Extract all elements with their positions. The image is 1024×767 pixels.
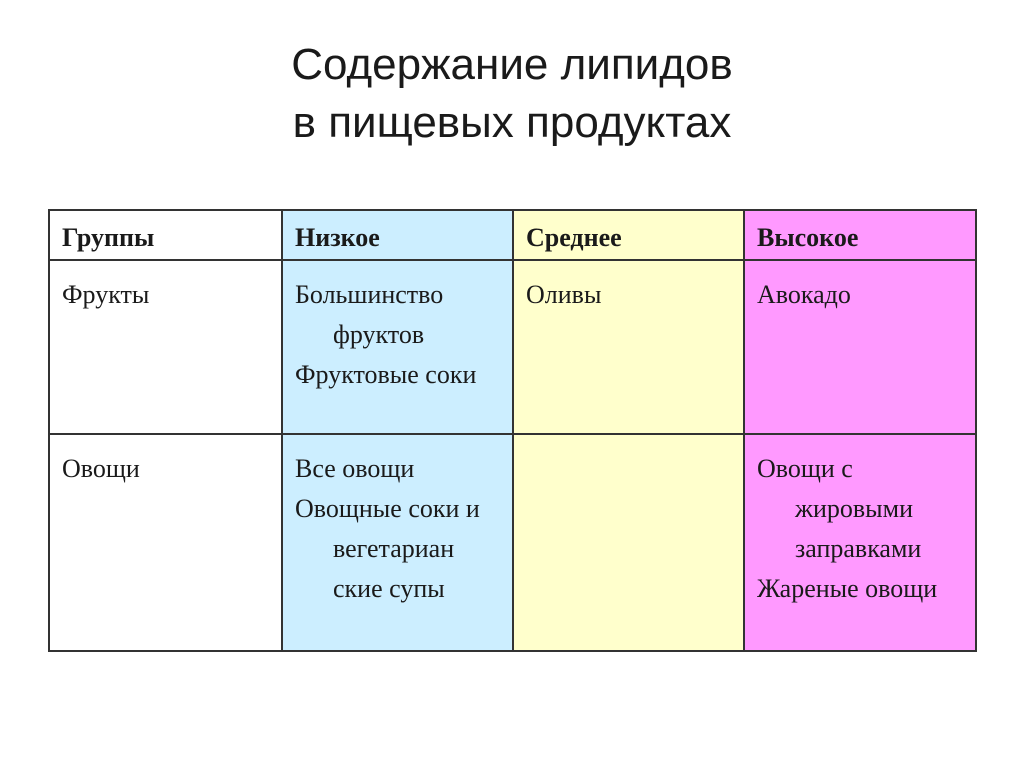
table-header-row: [49, 210, 976, 260]
group-label: Фрукты: [62, 280, 150, 309]
table-row-vegetables: [49, 434, 976, 651]
header-high: Высокое: [744, 210, 976, 260]
cell-group-vegetables: [49, 434, 282, 651]
cell-medium-fruits: [513, 260, 744, 434]
list-item: Овощи с жировыми заправками: [757, 454, 922, 563]
title-line-1: Содержание липидов: [291, 40, 733, 89]
cell-group-fruits: [49, 260, 282, 434]
group-label: Овощи: [62, 454, 140, 483]
table-row-fruits: [49, 260, 976, 434]
cell-medium-vegetables: [513, 434, 744, 651]
slide-title: [0, 36, 1024, 152]
cell-low-vegetables: [282, 434, 513, 651]
cell-high-fruits: [744, 260, 976, 434]
list-item: Жареные овощи: [757, 574, 938, 603]
cell-low-fruits: [282, 260, 513, 434]
list-item: Авокадо: [757, 280, 851, 309]
header-groups: Группы: [49, 210, 282, 260]
cell-high-vegetables: [744, 434, 976, 651]
header-medium: Среднее: [513, 210, 744, 260]
list-item: Оливы: [526, 280, 602, 309]
list-item: Фруктовые соки: [295, 360, 477, 389]
list-item: Все овощи: [295, 454, 415, 483]
header-low: Низкое: [282, 210, 513, 260]
title-line-2: в пищевых продуктах: [292, 98, 732, 147]
lipid-content-table: [48, 209, 977, 652]
list-item: Большинство фруктов: [295, 280, 444, 349]
list-item: Овощные соки и вегетариан ские супы: [295, 494, 480, 603]
